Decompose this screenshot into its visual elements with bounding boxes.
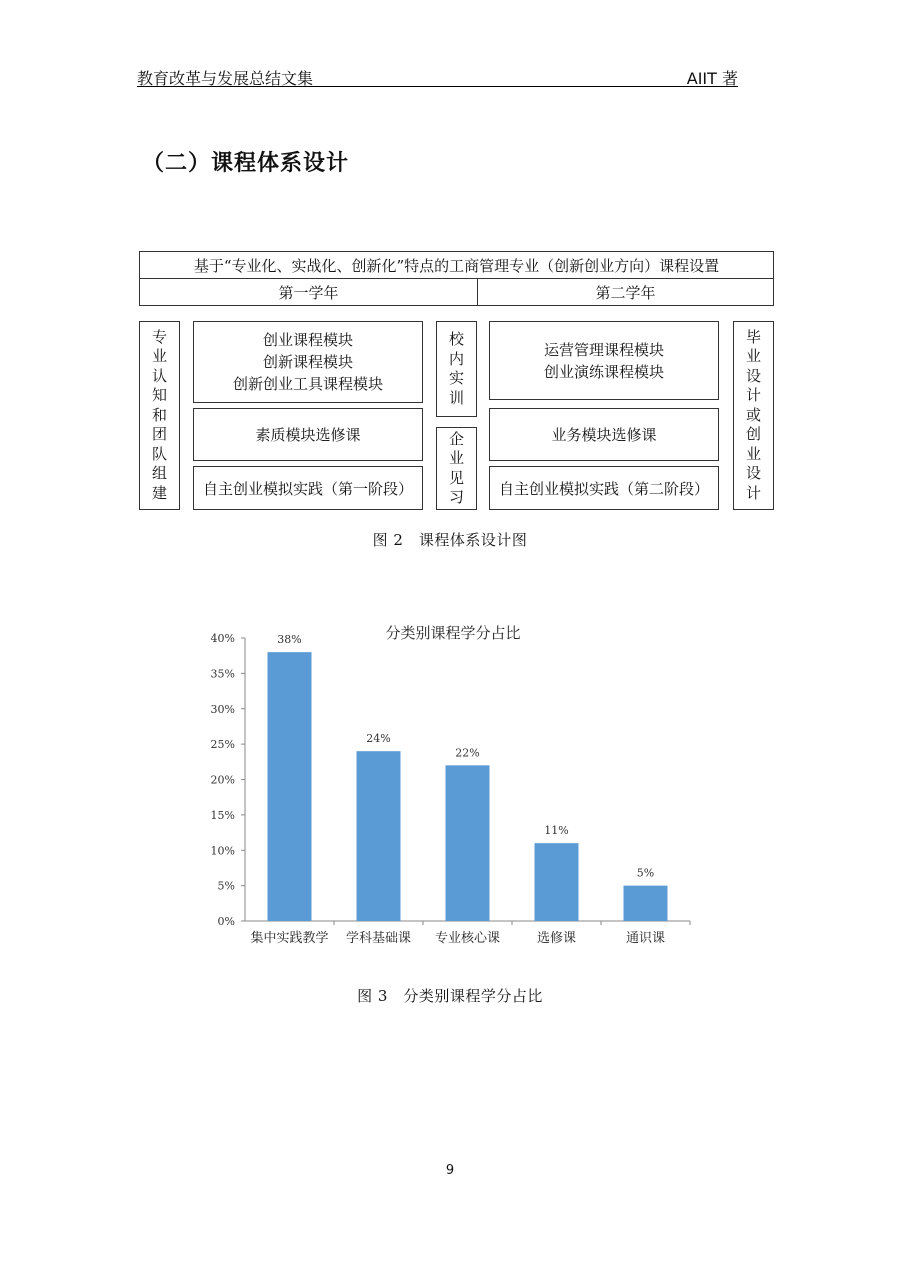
y2-module-line: 创业演练课程模块 [543, 362, 664, 381]
bar [357, 751, 401, 921]
x-tick-label: 集中实践教学 [250, 931, 329, 946]
y-tick-label: 0% [217, 915, 235, 928]
figure2-caption: 图 2 课程体系设计图 [372, 531, 528, 549]
section-title: （二）课程体系设计 [142, 151, 350, 176]
header-left: 教育改革与发展总结文集 [137, 69, 314, 88]
y-tick-label: 25% [210, 738, 235, 752]
vertical-char: 设 [745, 464, 761, 483]
bar-value-label: 11% [544, 824, 569, 838]
vertical-char: 训 [448, 388, 464, 407]
bar-value-label: 24% [366, 732, 391, 746]
vertical-char: 内 [448, 349, 464, 368]
vertical-char: 业 [448, 449, 464, 467]
vertical-char: 毕 [745, 327, 761, 346]
vertical-char: 实 [448, 369, 464, 387]
left-column-box [139, 321, 180, 510]
x-tick-label: 选修课 [536, 931, 577, 946]
chart-title: 分类别课程学分占比 [385, 624, 521, 642]
y-tick-label: 5% [217, 879, 235, 893]
mid-bottom-box [436, 427, 477, 510]
vertical-char: 计 [745, 483, 761, 502]
y2-module-line: 运营管理课程模块 [543, 340, 664, 359]
bar [268, 652, 312, 921]
vertical-char: 专 [151, 327, 167, 346]
vertical-char: 创 [745, 425, 761, 444]
vertical-char: 认 [151, 366, 167, 385]
year2-header: 第二学年 [477, 278, 774, 306]
left-column-text [152, 328, 167, 504]
bar [624, 886, 668, 921]
vertical-char: 校 [448, 330, 464, 348]
header-rule [137, 86, 738, 87]
y1-practice-box: 自主创业模拟实践（第一阶段） [193, 466, 423, 510]
x-tick-label: 通识课 [625, 931, 666, 946]
y1-module-line: 创新创业工具课程模块 [232, 375, 383, 393]
vertical-char: 习 [448, 488, 464, 506]
bar-value-label: 5% [636, 866, 655, 880]
y2-elective-box: 业务模块选修课 [489, 408, 719, 461]
y1-module-line: 创新课程模块 [262, 353, 353, 371]
vertical-char: 团 [151, 425, 167, 444]
vertical-char: 设 [745, 366, 761, 385]
mid-top-text [449, 330, 464, 408]
mid-bottom-text [449, 430, 464, 508]
y-tick-label: 35% [210, 667, 235, 681]
vertical-char: 计 [745, 386, 761, 405]
right-column-text [746, 328, 761, 504]
x-tick-label: 专业核心课 [434, 931, 501, 946]
vertical-char: 企 [448, 429, 464, 448]
vertical-char: 见 [448, 468, 464, 487]
bar [535, 843, 579, 921]
vertical-char: 队 [151, 444, 167, 463]
y-tick-label: 15% [210, 808, 235, 822]
bar-chart [200, 615, 710, 955]
y-tick-label: 30% [210, 702, 235, 716]
y1-elective-box: 素质模块选修课 [193, 408, 423, 461]
page-number: 9 [445, 1163, 455, 1178]
bar-value-label: 38% [277, 633, 302, 647]
header-right: AIIT 著 [686, 69, 738, 88]
y1-module-box [193, 321, 423, 403]
vertical-char: 或 [745, 405, 761, 424]
vertical-char: 业 [745, 347, 761, 366]
vertical-char: 组 [151, 464, 167, 483]
bar [446, 765, 490, 921]
vertical-char: 业 [151, 347, 167, 366]
y-tick-label: 40% [210, 632, 235, 645]
mid-top-box [436, 321, 477, 417]
figure3-caption: 图 3 分类别课程学分占比 [357, 987, 543, 1005]
vertical-char: 和 [151, 405, 167, 424]
y-tick-label: 20% [210, 773, 235, 787]
x-tick-label: 学科基础课 [345, 931, 412, 946]
vertical-char: 知 [151, 386, 167, 405]
bar-value-label: 22% [455, 746, 480, 760]
y2-module-box [489, 321, 719, 400]
year1-header: 第一学年 [139, 278, 478, 306]
vertical-char: 建 [151, 483, 167, 502]
y-tick-label: 10% [210, 844, 235, 858]
right-column-box [733, 321, 774, 510]
y1-module-line: 创业课程模块 [262, 331, 353, 349]
vertical-char: 业 [745, 444, 761, 463]
diagram-title: 基于“专业化、实战化、创新化”特点的工商管理专业（创新创业方向）课程设置 [139, 251, 774, 279]
y2-practice-box: 自主创业模拟实践（第二阶段） [489, 466, 719, 510]
